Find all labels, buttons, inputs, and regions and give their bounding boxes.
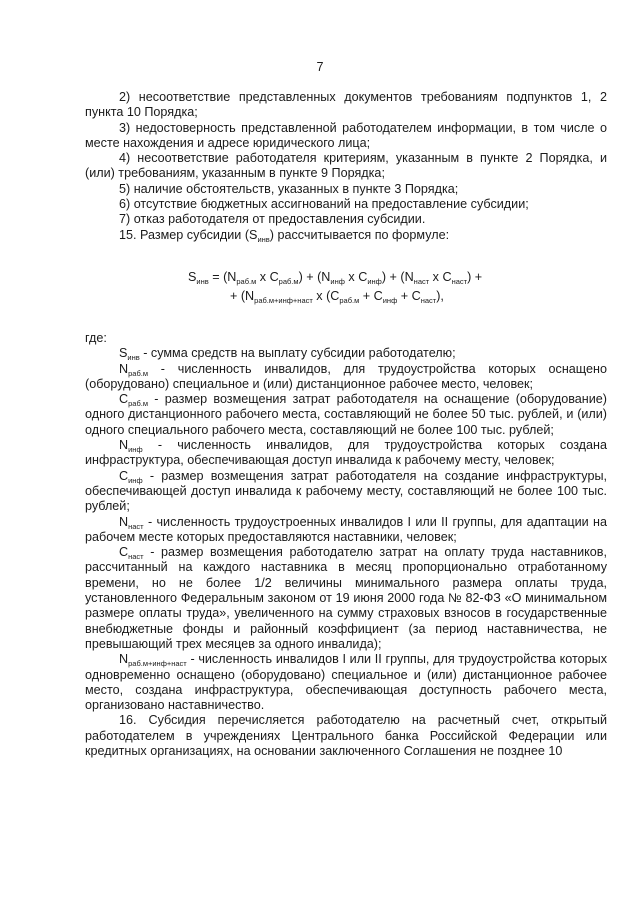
paragraph-16: 16. Субсидия перечисляется работодателю на расчетный счет, открытый работодателем в учреждениях Центрального банка Российской Федерации или кредитных организациях, на основании заключенного Соглашения не позднее 10: [85, 713, 607, 758]
item-3: 3) недостоверность представленной работодателем информации, в том числе о месте нахождения и адресе юридического лица;: [85, 120, 607, 150]
formula-line-1: $S_{инв} = (N_{раб.м}$ x $C_{раб.м}) + (N_{инф}$ x $C_{инф}) + (N_{наст}$ x $C_{наст}$) +: [188, 269, 483, 286]
definition-c-nast: $C_{наст}$ - размер возмещения работодателю затрат на оплату труда наставников, рассчитанный на каждого наставника в месяц пропорционально отработанному времени, но не более 1/2 величины минимального размера оплаты труда, установленного Федеральным законом от 19 июня 2000 года № 82-ФЗ «О минимальном размере оплаты труда», увеличенного на сумму страховых взносов в государственные внебюджетные фонды и районный коэффициент (за период наставничества, не превышающий трех месяцев за одного инвалида);: [85, 545, 607, 651]
item-5: 5) наличие обстоятельств, указанных в пункте 3 Порядка;: [119, 181, 459, 196]
definition-n-inf: $N_{инф}$ - численность инвалидов, для трудоустройства которых создана инфраструктура, обеспечивающая доступ инвалида к рабочему месту, человек;: [85, 438, 607, 468]
item-4: 4) несоответствие работодателя критериям, указанным в пункте 2 Порядка, и (или) требованиям, указанным в пункте 9 Порядка;: [85, 151, 607, 181]
item-6: 6) отсутствие бюджетных ассигнований на предоставление субсидии;: [119, 197, 529, 212]
definition-c-rabm: $C_{раб.м}$ - размер возмещения затрат работодателя на оснащение (оборудование) одного дистанционного рабочего места, составляющий не более 50 тыс. рублей, и (или) одного специального рабочего места, составляющий не более 100 тыс. рублей;: [85, 392, 607, 437]
subsidy-formula: [85, 270, 607, 322]
definition-n-combined: $N_{раб.м+инф+наст}$ - численность инвалидов I или II группы, для трудоустройства которых одновременно оснащено (оборудовано) специальное и (или) дистанционное рабочее место, создана инфраструктура, обеспечивающая доступность рабочего места, организовано наставничество.: [85, 652, 607, 713]
item-7: 7) отказ работодателя от предоставления субсидии.: [119, 212, 426, 227]
definition-n-rabm: $N_{раб.м}$ - численность инвалидов, для трудоустройства которых оснащено (оборудовано) специальное и (или) дистанционное рабочее место, человек;: [85, 361, 607, 391]
definition-n-nast: $N_{наст}$ - численность трудоустроенных инвалидов I или II группы, для адаптации на рабочем месте которых предоставляются наставники, человек;: [85, 514, 607, 544]
document-body: [85, 90, 607, 759]
definition-s-inv: $S_{инв}$ - сумма средств на выплату субсидии работодателю;: [119, 346, 456, 363]
paragraph-15: 15. Размер субсидии $(S_{инв})$ рассчитывается по формуле:: [119, 227, 450, 244]
formula-line-2: + ($N_{раб.м+инф+наст}$ x $(C_{раб.м} + C_{инф} + C_{наст})$,: [230, 288, 444, 305]
page-number: 7: [316, 60, 324, 74]
where-label: где:: [85, 330, 107, 345]
definition-c-inf: $C_{инф}$ - размер возмещения затрат работодателя на создание инфраструктуры, обеспечивающей доступ инвалида к рабочему месту, составляющий не более 100 тыс. рублей;: [85, 468, 607, 514]
item-2: 2) несоответствие представленных документов требованиям подпунктов 1, 2 пункта 10 Порядка;: [85, 90, 607, 120]
